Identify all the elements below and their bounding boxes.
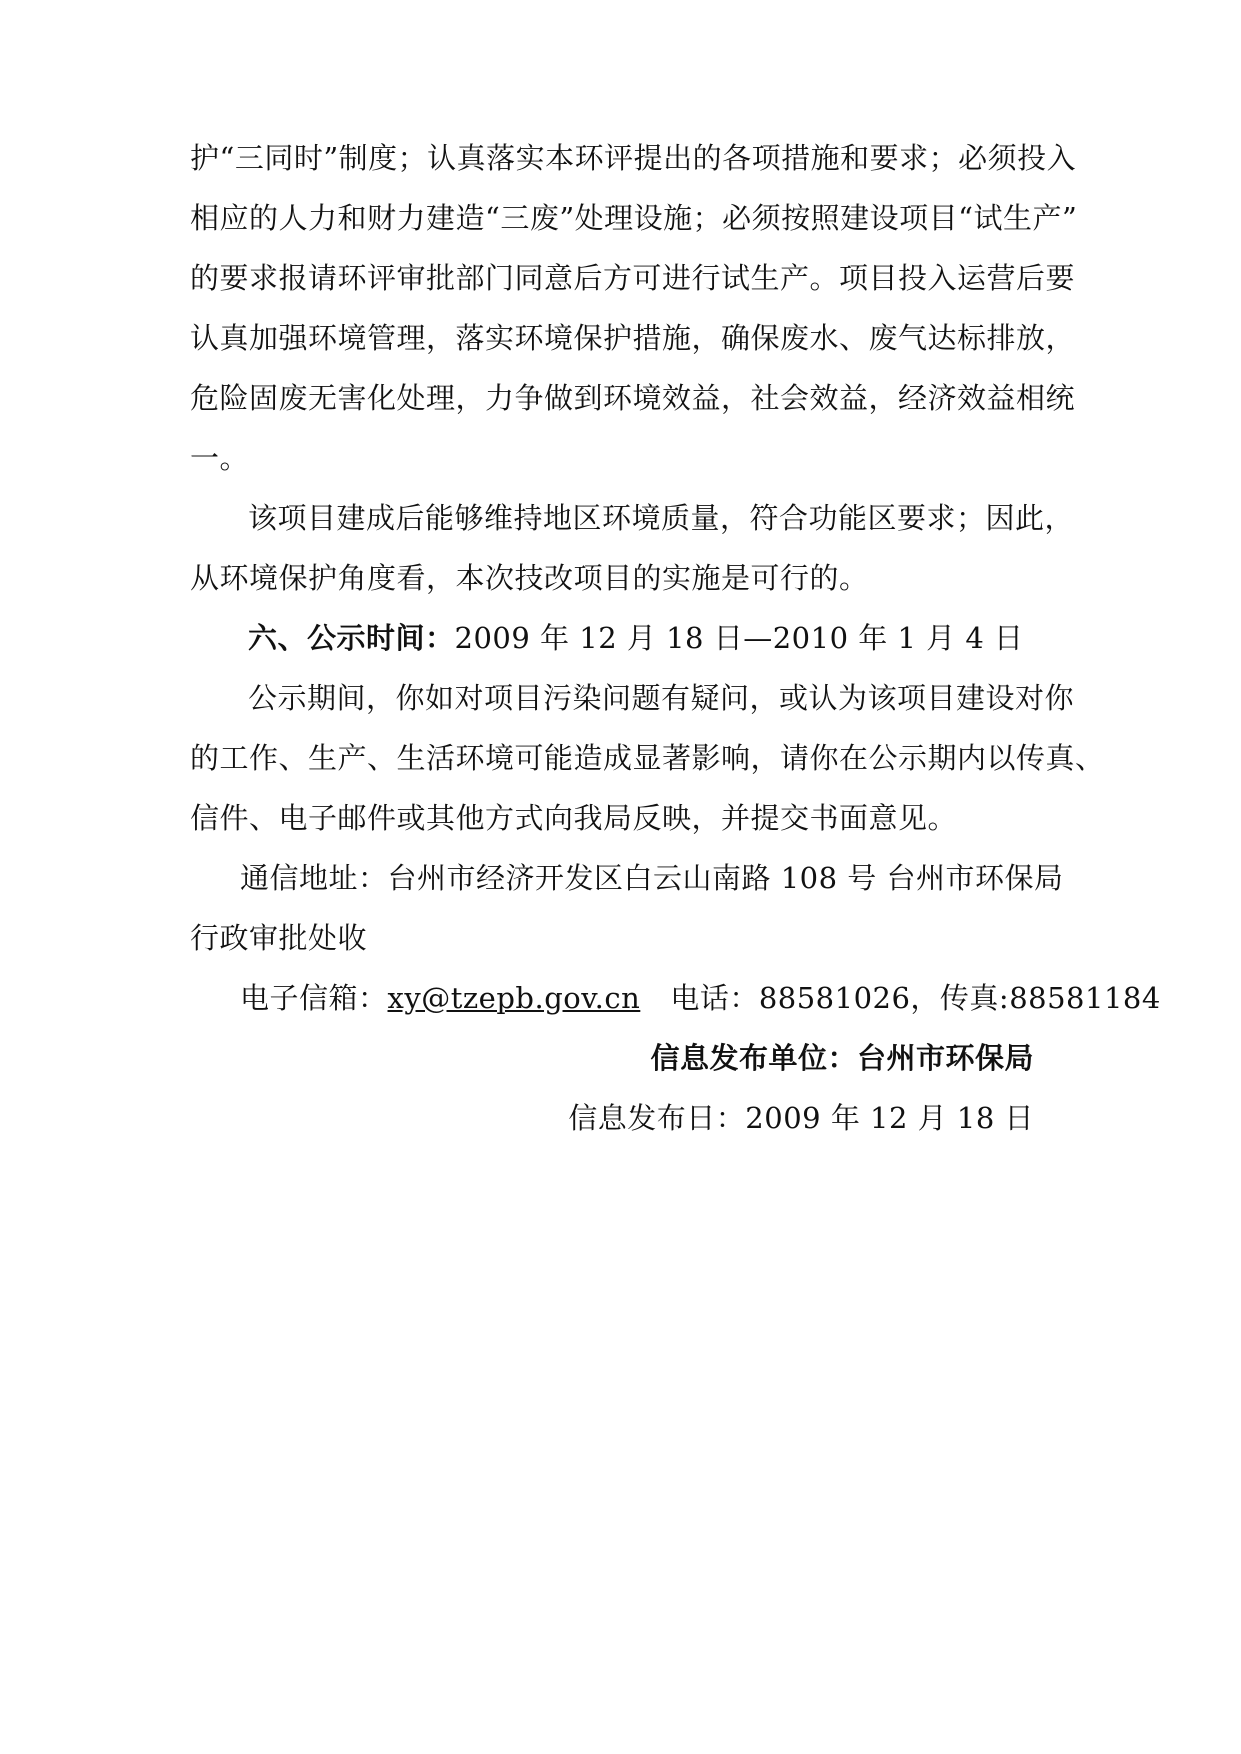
phone-fax: 电话：88581026，传真:88581184	[670, 981, 1161, 1015]
section6-line	[248, 618, 1050, 658]
address-line1: 通信地址：台州市经济开发区白云山南路 108 号 台州市环保局	[240, 861, 1064, 895]
paragraph1-line5: 危险固废无害化处理，力争做到环境效益，社会效益，经济效益相统	[190, 381, 1076, 415]
section6-heading: 六、公示时间：	[248, 621, 455, 655]
section6-dates: 2009 年 12 月 18 日—2010 年 1 月 4 日	[454, 621, 1024, 655]
paragraph1-line2: 相应的人力和财力建造“三废”处理设施；必须按照建设项目“试生产”	[190, 201, 1078, 235]
paragraph1-line4: 认真加强环境管理，落实环境保护措施，确保废水、废气达标排放，	[190, 321, 1076, 355]
paragraph1-line1: 护“三同时”制度；认真落实本环评提出的各项措施和要求；必须投入	[190, 141, 1077, 175]
email-label: 电子信箱：	[240, 981, 388, 1015]
publisher-unit: 信息发布单位：台州市环保局	[650, 1041, 1034, 1075]
paragraph3-line2: 的工作、生产、生活环境可能造成显著影响，请你在公示期内以传真、	[190, 741, 1105, 775]
address-line2: 行政审批处收	[190, 921, 368, 955]
paragraph1-line6: 一。	[190, 441, 250, 475]
paragraph2-line2: 从环境保护角度看，本次技改项目的实施是可行的。	[190, 561, 869, 595]
publish-date: 信息发布日：2009 年 12 月 18 日	[568, 1101, 1034, 1135]
email-link[interactable]: xy@tzepb.gov.cn	[387, 981, 641, 1015]
contact-line	[240, 978, 1161, 1018]
paragraph1-line3: 的要求报请环评审批部门同意后方可进行试生产。项目投入运营后要	[190, 261, 1076, 295]
paragraph3-line3: 信件、电子邮件或其他方式向我局反映，并提交书面意见。	[190, 801, 958, 835]
paragraph3-line1: 公示期间，你如对项目污染问题有疑问，或认为该项目建设对你	[248, 681, 1075, 715]
paragraph2-line1: 该项目建成后能够维持地区环境质量，符合功能区要求；因此，	[248, 501, 1075, 535]
